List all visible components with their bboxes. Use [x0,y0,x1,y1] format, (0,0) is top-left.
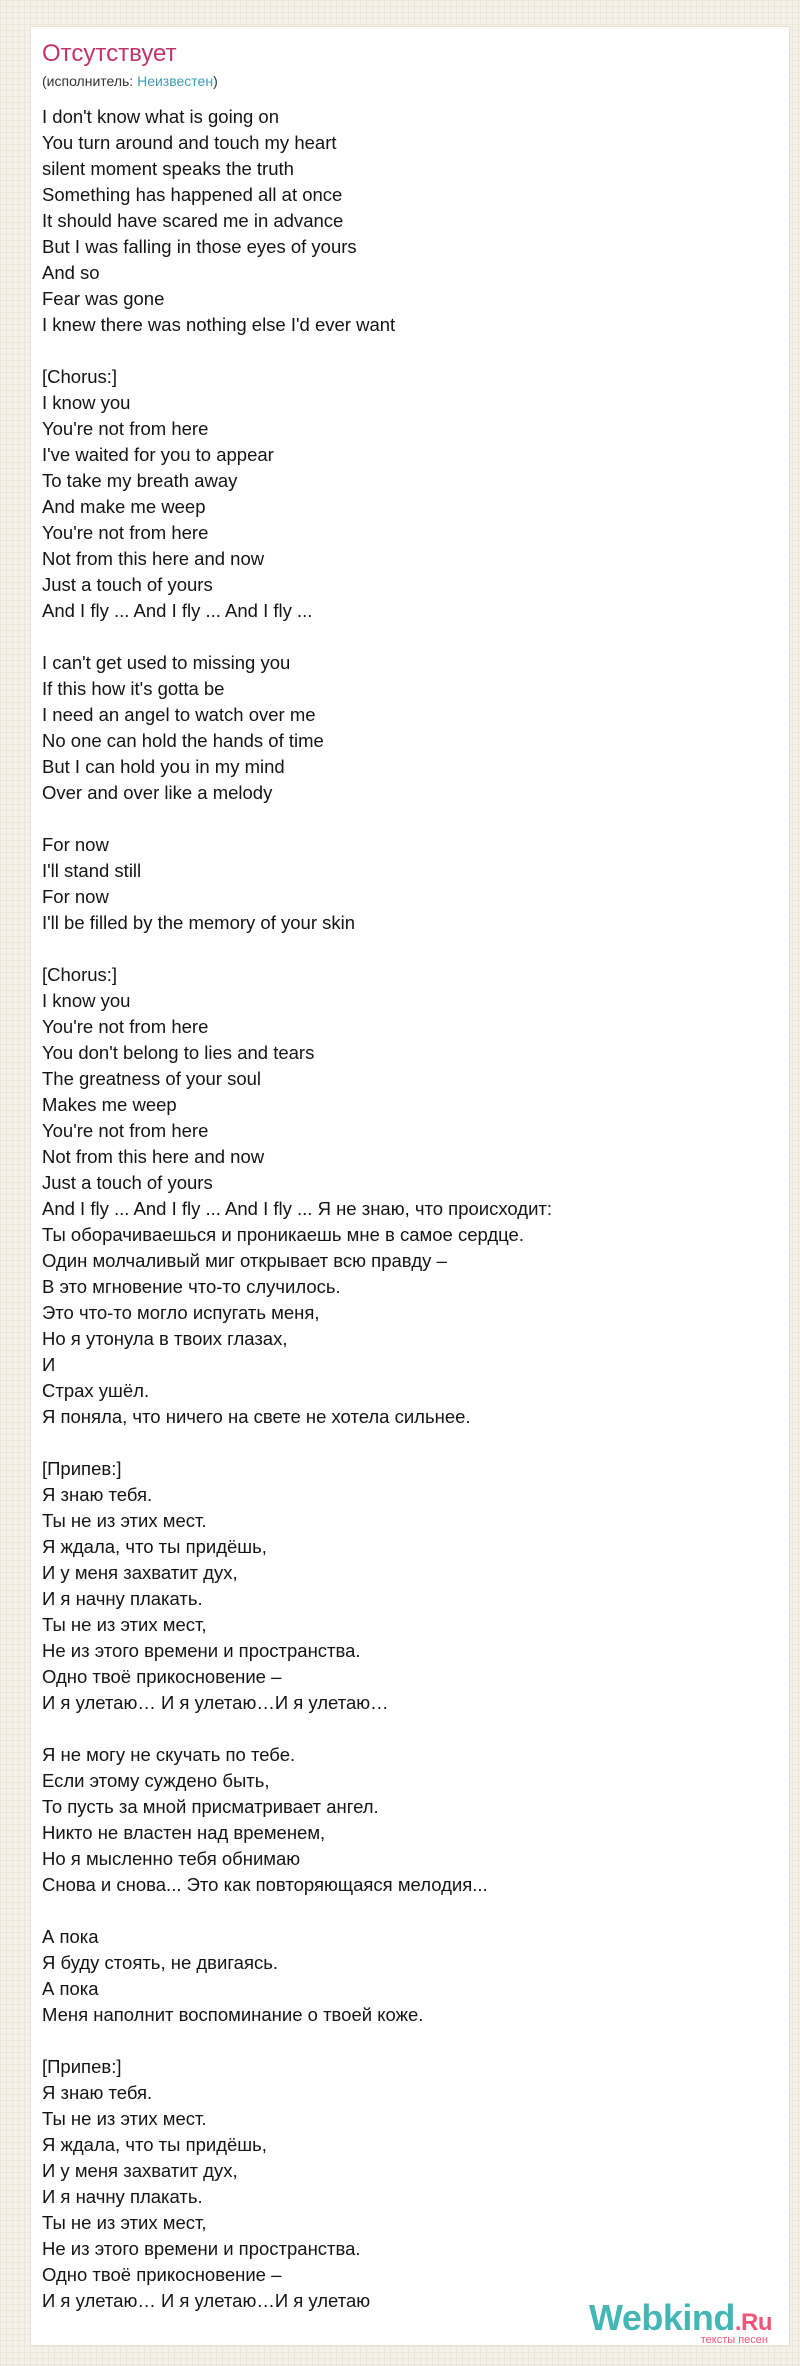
logo-tagline: тексты песен [700,2334,768,2346]
lyric-line: If this how it's gotta be [42,678,225,699]
lyric-line: Одно твоё прикосновение – [42,2264,282,2285]
lyric-line: Один молчаливый миг открывает всю правду – [42,1250,447,1271]
lyric-line: [Припев:] [42,1458,122,1479]
lyric-line: You're not from here [42,1120,209,1141]
lyric-line: Not from this here and now [42,548,265,569]
lyric-line: You're not from here [42,1016,209,1037]
lyric-line: I'll be filled by the memory of your skin [42,912,356,933]
lyric-line: Никто не властен над временем, [42,1822,326,1843]
lyric-line: Makes me weep [42,1094,177,1115]
lyric-line: I need an angel to watch over me [42,704,316,725]
lyric-line: It should have scared me in advance [42,210,344,231]
lyric-blank-line [42,2028,742,2054]
lyric-line: [Chorus:] [42,964,118,985]
lyric-line: I know you [42,990,131,1011]
lyric-line: The greatness of your soul [42,1068,262,1089]
lyric-line: Снова и снова... Это как повторяющаяся мелодия... [42,1874,488,1895]
lyric-line: [Припев:] [42,2056,122,2077]
lyric-line: And so [42,262,100,283]
lyric-line: Just a touch of yours [42,574,213,595]
lyric-line: То пусть за мной присматривает ангел. [42,1796,379,1817]
logo-tld: .Ru [734,2309,772,2336]
lyric-line: Ты не из этих мест, [42,1614,207,1635]
lyric-blank-line [42,1430,742,1456]
lyric-line: Я поняла, что ничего на свете не хотела сильнее. [42,1406,471,1427]
lyric-line: И я начну плакать. [42,1588,203,1609]
lyric-line: Я не могу не скучать по тебе. [42,1744,296,1765]
lyric-line: For now [42,834,109,855]
lyric-line: И [42,1354,56,1375]
lyric-line: You're not from here [42,522,209,543]
lyric-line: В это мгновение что-то случилось. [42,1276,341,1297]
lyric-line: Если этому суждено быть, [42,1770,270,1791]
lyric-line: But I can hold you in my mind [42,756,285,777]
lyric-line: For now [42,886,109,907]
lyric-blank-line [42,806,742,832]
lyrics-body [42,104,742,2314]
lyric-blank-line [42,1716,742,1742]
lyric-line: But I was falling in those eyes of yours [42,236,357,257]
lyric-line: Я ждала, что ты придёшь, [42,1536,267,1557]
lyric-line: I'll stand still [42,860,142,881]
lyric-line: I don't know what is going on [42,106,279,127]
lyric-line: И у меня захватит дух, [42,2160,238,2181]
lyric-line: Не из этого времени и пространства. [42,2238,361,2259]
lyric-line: Не из этого времени и пространства. [42,1640,361,1661]
lyric-line: I knew there was nothing else I'd ever want [42,314,396,335]
lyric-line: Меня наполнит воспоминание о твоей коже. [42,2004,424,2025]
lyric-line: Я знаю тебя. [42,1484,153,1505]
lyric-line: Это что-то могло испугать меня, [42,1302,320,1323]
lyric-line: Ты не из этих мест, [42,2212,207,2233]
lyric-line: To take my breath away [42,470,238,491]
site-logo[interactable] [562,2298,772,2348]
lyric-line: No one can hold the hands of time [42,730,324,751]
song-title: Отсутствует [42,40,177,67]
lyric-line: А пока [42,1978,99,1999]
lyric-line: Но я мысленно тебя обнимаю [42,1848,301,1869]
lyric-line: You turn around and touch my heart [42,132,337,153]
lyric-line: Ты оборачиваешься и проникаешь мне в самое сердце. [42,1224,524,1245]
lyric-line: Но я утонула в твоих глазах, [42,1328,288,1349]
lyric-line: I can't get used to missing you [42,652,291,673]
lyric-line: Just a touch of yours [42,1172,213,1193]
lyric-line: Something has happened all at once [42,184,343,205]
lyric-line: [Chorus:] [42,366,118,387]
lyric-blank-line [42,624,742,650]
lyric-line: А пока [42,1926,99,1947]
artist-suffix: ) [213,73,218,89]
lyric-line: И я начну плакать. [42,2186,203,2207]
lyric-line: Fear was gone [42,288,165,309]
artist-link[interactable]: Неизвестен [137,73,214,89]
lyric-line: silent moment speaks the truth [42,158,294,179]
lyric-line: And I fly ... And I fly ... And I fly ... [42,600,313,621]
artist-prefix: (исполнитель: [42,73,138,89]
lyric-line: Одно твоё прикосновение – [42,1666,282,1687]
lyric-line: You're not from here [42,418,209,439]
lyric-line: Я знаю тебя. [42,2082,153,2103]
logo-brand: Webkind [588,2297,735,2338]
lyric-line: Я буду стоять, не двигаясь. [42,1952,279,1973]
lyric-line: Ты не из этих мест. [42,2108,207,2129]
lyric-line: И у меня захватит дух, [42,1562,238,1583]
lyric-line: Over and over like a melody [42,782,273,803]
lyric-line: Ты не из этих мест. [42,1510,207,1531]
lyric-line: Я ждала, что ты придёшь, [42,2134,267,2155]
lyric-line: You don't belong to lies and tears [42,1042,315,1063]
lyric-line: И я улетаю… И я улетаю…И я улетаю… [42,1692,389,1713]
lyric-line: And make me weep [42,496,206,517]
lyric-line: И я улетаю… И я улетаю…И я улетаю [42,2290,371,2311]
lyric-blank-line [42,1898,742,1924]
lyric-line: Not from this here and now [42,1146,265,1167]
lyric-blank-line [42,338,742,364]
lyric-blank-line [42,936,742,962]
lyric-line: I know you [42,392,131,413]
lyric-line: And I fly ... And I fly ... And I fly ... Я не знаю, что происходит: [42,1198,553,1219]
lyric-line: I've waited for you to appear [42,444,274,465]
artist-line [42,72,218,90]
lyric-line: Страх ушёл. [42,1380,150,1401]
